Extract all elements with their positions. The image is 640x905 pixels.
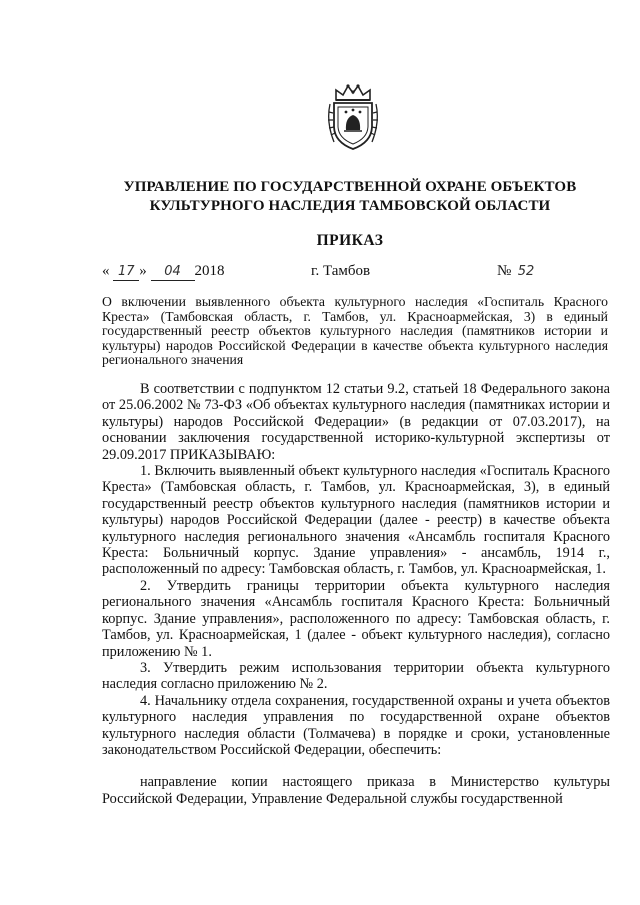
order-title: ПРИКАЗ [316,232,384,249]
item-2-paragraph: 2. Утвердить границы территории объекта культурного наследия регионального значения «Ансамбль госпиталя Красного Креста: Больничный корпус. Здание управления», расположенного по адресу: Тамбовская область, г. Тамбов, ул. Красноармейская, 1 (далее - объект культурного наследия), согласно приложению № 1. [102,577,610,660]
date-open-quote: « [102,263,110,279]
date-day: 17 [113,264,139,281]
item-1-paragraph: 1. Включить выявленный объект культурного наследия «Госпиталь Красного Креста» (Тамбовская область, г. Тамбов, ул. Красноармейская, 3), в единый государственный реестр объектов культурного наследия (памятников истории и культуры) народов Российской Федерации (далее - реестр) в качестве объекта культурного наследия регионального значения «Ансамбль госпиталя Красного Креста: Больничный корпус. Здание управления» - ансамбль, 1914 г., расположенный по адресу: Тамбовская область, г. Тамбов, ул. Красноармейская, 1. [102,463,610,578]
date-month: 04 [151,264,195,281]
order-city: г. Тамбов [311,263,371,279]
subitem-paragraph: направление копии настоящего приказа в Министерство культуры Российской Федерации, Управление Федеральной службы государственной [102,774,610,807]
number-value: 52 [517,264,535,279]
organization-name [60,178,640,216]
organization-name-line-2: КУЛЬТУРНОГО НАСЛЕДИЯ ТАМБОВСКОЙ ОБЛАСТИ [149,198,551,214]
date-close-quote: » [139,263,147,279]
preamble-paragraph: В соответствии с подпунктом 12 статьи 9.2, статьей 18 Федерального закона от 25.06.2002 № 73-ФЗ «Об объектах культурного наследия (памятниках истории и культуры) народов Российской Федерации» (в редакции от 07.03.2017), на основании заключения государственной историко-культурной экспертизы от 29.09.2017 ПРИКАЗЫВАЮ: [102,381,610,463]
date-year: 2018 [194,263,225,279]
tambov-coat-of-arms-icon [324,82,382,152]
order-date [102,263,225,281]
item-4-paragraph: 4. Начальнику отдела сохранения, государственной охраны и учета объектов культурного наследия управления по государственной охране объектов культурного наследия области (Толмачева) в порядке и сроки, установленные законодательством Российской Федерации, обеспечить: [102,692,610,758]
order-subject: О включении выявленного объекта культурного наследия «Госпиталь Красного Креста» (Тамбовская область, г. Тамбов, ул. Красноармейская, 3) в единый государственный реестр объектов культурного наследия (памятников истории и культуры) народов Российской Федерации в качестве объекта культурного наследия регионального значения [102,294,608,368]
organization-name-line-1: УПРАВЛЕНИЕ ПО ГОСУДАРСТВЕННОЙ ОХРАНЕ ОБЪЕКТОВ [123,179,577,195]
number-sign: № [497,263,512,279]
item-3-paragraph: 3. Утвердить режим использования территории объекта культурного наследия согласно приложению № 2. [102,659,610,693]
order-body [102,381,610,807]
order-number [497,263,537,280]
